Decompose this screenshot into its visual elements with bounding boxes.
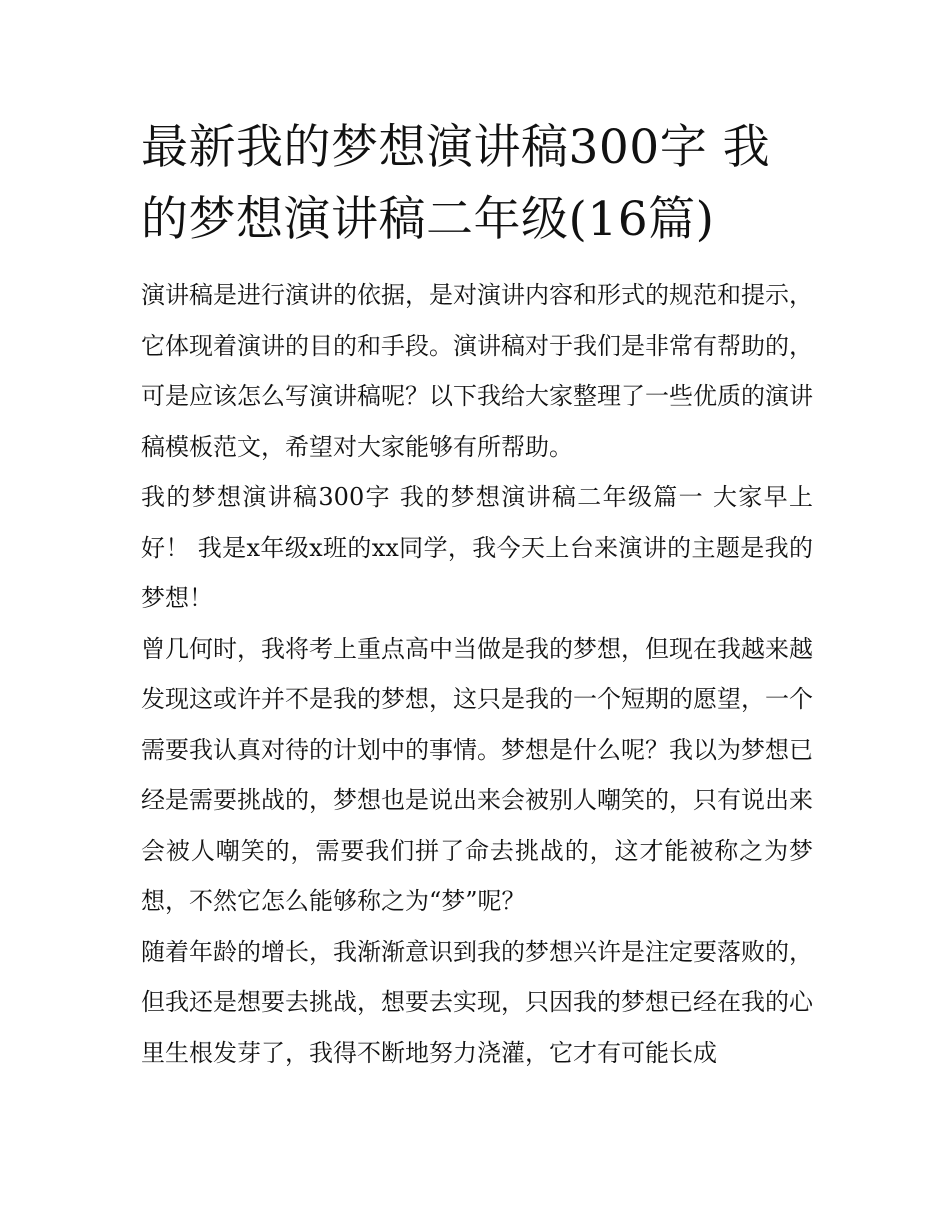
document-title: 最新我的梦想演讲稿300字 我的梦想演讲稿二年级(16篇) [141,120,771,247]
paragraph-growing-up: 随着年龄的增长，我渐渐意识到我的梦想兴许是注定要落败的，但我还是想要去挑战，想要去实现，只因我的梦想已经在我的心里生根发芽了，我得不断地努力浇灌，它才有可能长成 [141,937,813,1067]
paragraph-intro: 演讲稿是进行演讲的依据，是对演讲内容和形式的规范和提示，它体现着演讲的目的和手段。演讲稿对于我们是非常有帮助的，可是应该怎么写演讲稿呢？以下我给大家整理了一些优质的演讲稿模板范文，希望对大家能够有所帮助。 [141,281,813,461]
paragraph-dream-definition: 曾几何时，我将考上重点高中当做是我的梦想，但现在我越来越发现这或许并不是我的梦想，这只是我的一个短期的愿望，一个需要我认真对待的计划中的事情。梦想是什么呢？我以为梦想已经是需要挑战的，梦想也是说出来会被别人嘲笑的，只有说出来会被人嘲笑的，需要我们拼了命去挑战的，这才能被称之为梦想，不然它怎么能够称之为“梦”呢？ [141,634,813,915]
paragraph-greeting: 我的梦想演讲稿300字 我的梦想演讲稿二年级篇一 大家早上好！ 我是x年级x班的xx同学，我今天上台来演讲的主题是我的梦想！ [141,483,813,612]
document-content [141,112,813,1078]
